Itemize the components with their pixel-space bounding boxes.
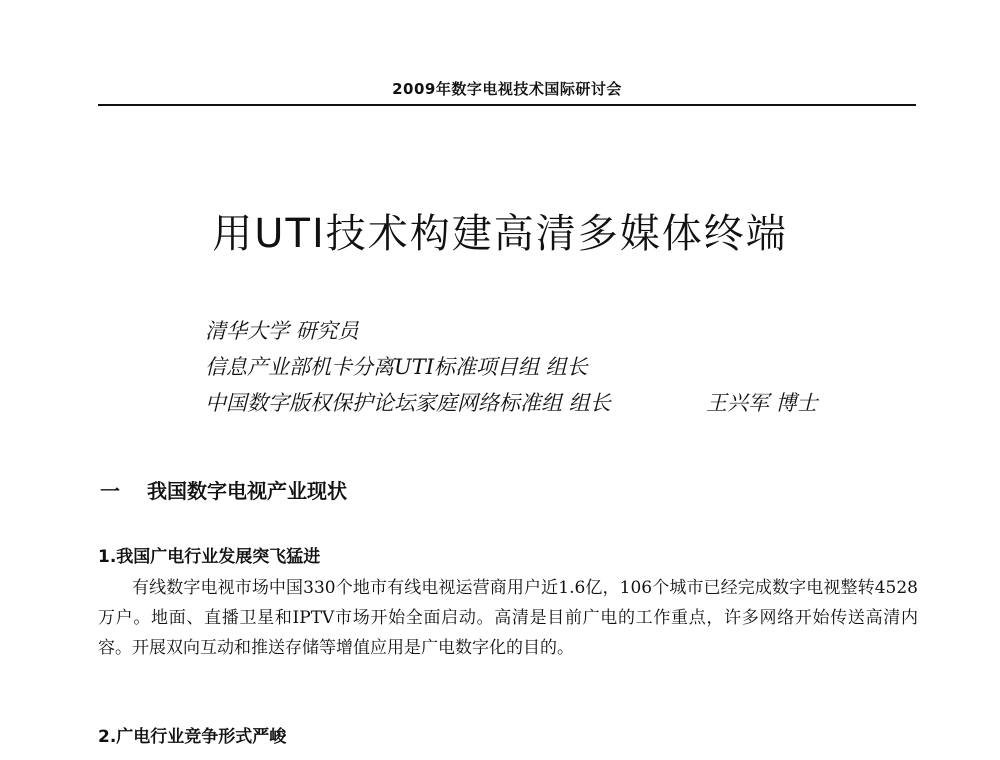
affiliation-line: 中国数字版权保护论坛家庭网络标准组 组长: [205, 391, 611, 415]
header-rule: [98, 104, 916, 106]
affiliation-line: 清华大学 研究员: [205, 319, 359, 343]
body-paragraph: 有线数字电视市场中国330个地市有线电视运营商用户近1.6亿，106个城市已经完成数字电视整转4528万户。地面、直播卫星和IPTV市场开始全面启动。高清是目前广电的工作重点，许多网络开始传送高清内容。开展双向互动和推送存储等增值应用是广电数字化的目的。: [98, 578, 918, 658]
section-number: 一: [100, 479, 120, 503]
subsection-heading: 2.广电行业竞争形式严峻: [98, 727, 287, 747]
affiliation-line: 信息产业部机卡分离UTI标准项目组 组长: [205, 355, 588, 379]
section-title: 我国数字电视产业现状: [147, 479, 347, 503]
subsection-heading: 1.我国广电行业发展突飞猛进: [98, 547, 321, 567]
author-name: 王兴军 博士: [706, 391, 818, 415]
section-heading: [100, 475, 347, 504]
paper-title: 用UTI技术构建高清多媒体终端: [212, 211, 788, 257]
running-header: 2009年数字电视技术国际研讨会: [392, 80, 622, 98]
